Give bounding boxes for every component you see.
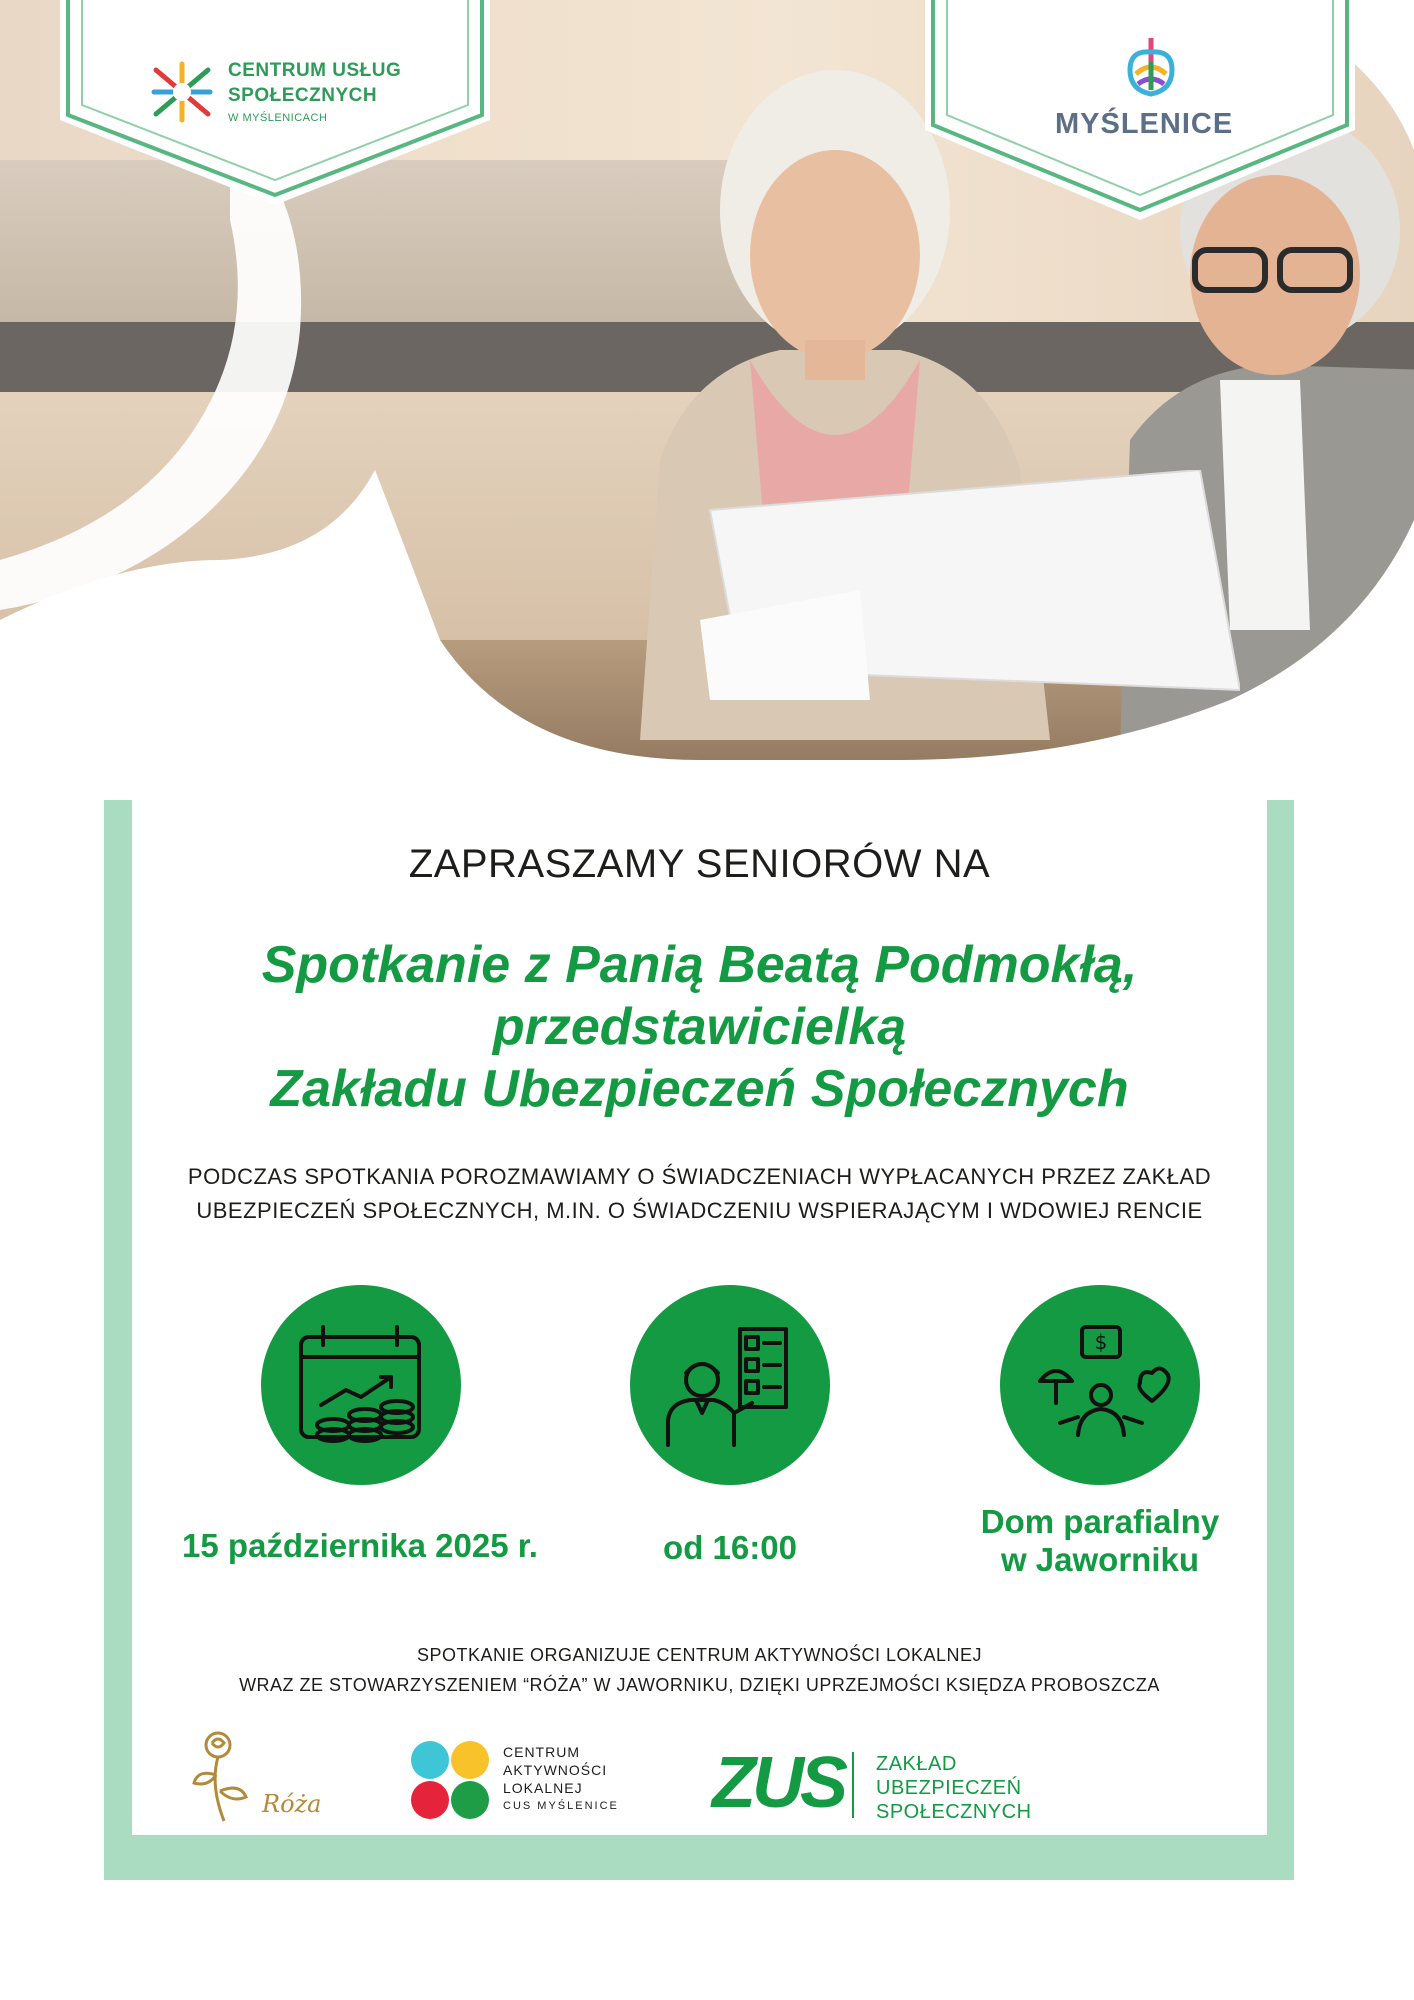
headline-line-3: Zakładu Ubezpieczeń Społecznych [270,1060,1129,1118]
svg-text:$: $ [1094,1330,1108,1354]
place-line-1: Dom parafialny [980,1503,1220,1540]
zus-divider [852,1752,854,1818]
cus-logo-line2: SPOŁECZNYCH [228,85,378,106]
calendar-coins-icon [261,1285,461,1485]
headline-line-2: przedstawicielką [492,998,907,1056]
event-description [132,1160,1267,1228]
cal-line-4: CUS MYŚLENICE [503,1800,619,1812]
organizer-line-2: WRAZ ZE STOWARZYSZENIEM “RÓŻA” W JAWORNIKU, DZIĘKI UPRZEJMOŚCI KSIĘDZA PROBOSZCZA [239,1675,1160,1695]
event-headline [132,934,1267,1120]
cus-logo-text [228,58,401,108]
cal-line-1: CENTRUM [503,1744,580,1760]
description-line-2: UBEZPIECZEŃ SPOŁECZNYCH, M.IN. O ŚWIADCZENIU WSPIERAJĄCYM I WDOWIEJ RENCIE [196,1198,1203,1223]
zus-line-3: SPOŁECZNYCH [876,1801,1032,1823]
event-time: od 16:00 [663,1529,797,1566]
zus-logo-text [876,1752,1032,1824]
roza-logo-text: Róża [262,1790,322,1818]
social-benefits-icon [1000,1285,1200,1485]
cus-hands-icon [150,60,214,124]
organizer-line-1: SPOTKANIE ORGANIZUJE CENTRUM AKTYWNOŚCI LOKALNEJ [416,1645,983,1665]
cal-dots-icon [410,1740,490,1820]
event-date: 15 października 2025 r. [182,1527,538,1564]
organizer-note [132,1640,1267,1700]
headline-line-1: Spotkanie z Panią Beatą Podmokłą, [261,936,1138,994]
cal-line-2: AKTYWNOŚCI [503,1762,608,1778]
presenter-checklist-icon [630,1285,830,1485]
place-circle [1000,1285,1200,1485]
description-line-1: PODCZAS SPOTKANIA POROZMAWIAMY O ŚWIADCZENIACH WYPŁACANYCH PRZEZ ZAKŁAD [187,1164,1212,1189]
zus-mark: ZUS [712,1743,844,1823]
time-circle [630,1285,830,1485]
place-line-2: w Jaworniku [1000,1541,1200,1578]
zus-line-1: ZAKŁAD [876,1753,957,1775]
roza-rose-icon [188,1725,268,1825]
myslenice-emblem-icon [1122,32,1180,100]
zus-line-2: UBEZPIECZEŃ [876,1777,1022,1799]
myslenice-logo-text: MYŚLENICE [1055,108,1234,140]
cal-logo-text [503,1743,619,1815]
invite-line: ZAPRASZAMY SENIORÓW NA [408,842,991,886]
cus-logo-line1: CENTRUM USŁUG [228,60,402,81]
cus-logo-subtitle: W MYŚLENICACH [228,112,328,124]
cal-line-3: LOKALNEJ [503,1780,583,1796]
date-circle [261,1285,461,1485]
event-place [900,1503,1300,1579]
